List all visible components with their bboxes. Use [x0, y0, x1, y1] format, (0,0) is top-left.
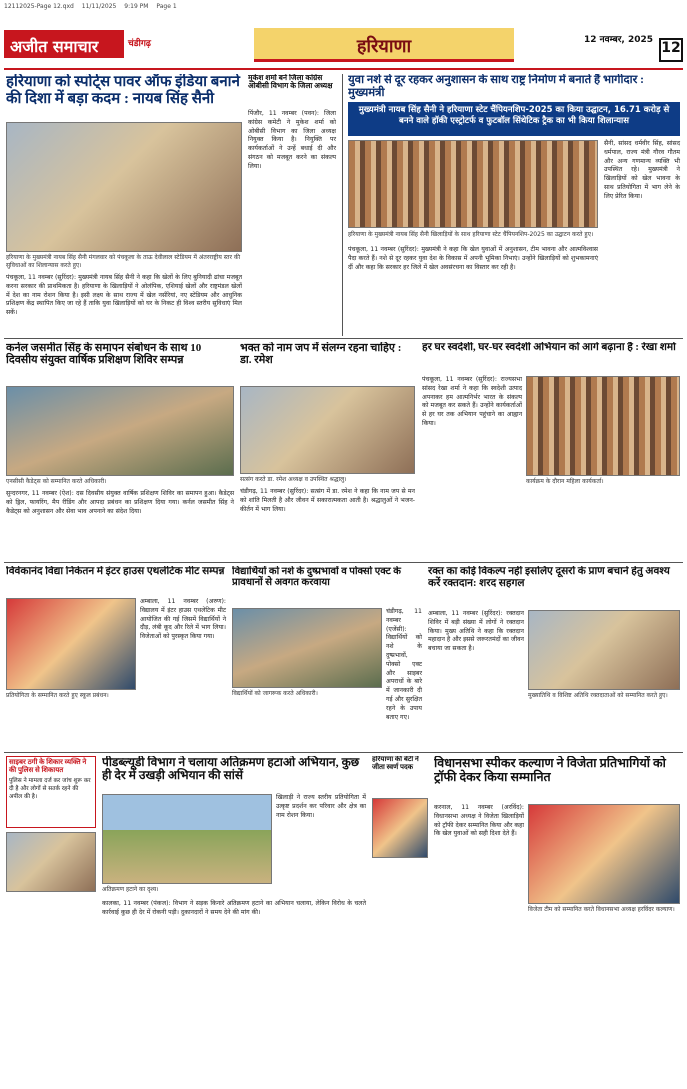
masthead-rule [4, 68, 683, 70]
pocso-caption: विद्यार्थियों को जागरूक करते अधिकारी। [232, 690, 318, 697]
row-divider [4, 338, 683, 339]
profile-photo [372, 798, 428, 858]
bhakti-headline: भक्त को नाम जप में संलग्न रहना चाहिए : डा. रमेश [240, 342, 402, 367]
sports-power-photo [6, 122, 242, 252]
bhakti-body: चंडीगढ़, 11 नवम्बर (सुरिंदर): सत्संग में डा. रमेश ने कहा कि नाम जप से मन को शांति मिलती है और जीवन में सकारात्मकता आती है। श्रद्धालुओं ने भजन-कीर्तन में भाग लिया। [240, 488, 415, 513]
swadeshi-body: पंचकूला, 11 नवम्बर (सुरिंदर): राज्यसभा सांसद रेखा शर्मा ने कहा कि स्वदेशी उत्पाद अपनाकर हम आत्मनिर्भर भारत के संकल्प को मजबूत कर सकते हैं। उन्होंने कार्यकर्ताओं से हर घर तक अभियान पहुंचाने का आह्वान किया। [422, 376, 522, 427]
print-page: Page 1 [156, 3, 177, 10]
youth-body: पंचकूला, 11 नवम्बर (सुरिंदर): मुख्यमंत्री ने कहा कि खेल युवाओं में अनुशासन, टीम भावना और आत्मविश्वास पैदा करते हैं। नशे से दूर रहकर युवा देश के विकास में अपनी भूमिका निभाएं। उन्होंने खिलाड़ियों को शुभकामनाएं दीं और कहा कि सरकार हर जिले में खेल अवसंरचना का विस्तार कर रही है। [348, 246, 598, 271]
athletics-headline: विवेकानंद विद्या निकेतन में इंटर हाउस एथलेटिक मीट सम्पन्न [6, 566, 225, 577]
ncc-photo [6, 386, 234, 476]
speaker-body: करनाल, 11 नवम्बर (अरविंद): विधानसभा अध्यक्ष ने विजेता खिलाड़ियों को ट्रॉफी देकर सम्मानित किया और कहा कि खेल युवाओं को सही दिशा देते हैं। [434, 804, 524, 838]
swadeshi-headline: हर घर स्वदेशी, घर-घर स्वदेशी अभियान को आगे बढ़ाना है : रेखा शर्मा [422, 342, 676, 353]
newspaper-logo: अजीत समाचार [4, 30, 124, 58]
notice-box [6, 756, 96, 828]
pocso-body: चंडीगढ़, 11 नवम्बर (एजेंसी): विद्यार्थियों को नशे के दुष्प्रभावों, पोक्सो एक्ट और साइबर अपराधों के बारे में जानकारी दी गई और सुरक्षित रहने के उपाय बताए गए। [386, 608, 422, 721]
notice-photo [6, 832, 96, 892]
congress-body: पिंजौर, 11 नवम्बर (पवन): जिला कांग्रेस कमेटी ने मुकेश शर्मा को ओबीसी विभाग का जिला अध्यक्ष नियुक्त किया है। नियुक्ति पर कार्यकर्ताओं ने उन्हें बधाई दी और संगठन को मजबूत करने का संकल्प लिया। [248, 110, 336, 170]
pwd-photo [102, 794, 272, 884]
masthead [4, 26, 683, 68]
issue-date: 12 नवम्बर, 2025 [583, 35, 653, 45]
blood-body: अम्बाला, 11 नवम्बर (सुरिंदर): रक्तदान शिविर में बड़ी संख्या में लोगों ने रक्तदान किया। मुख्य अतिथि ने कहा कि रक्तदान महादान है और इससे जरूरतमंदों का जीवन बचाया जा सकता है। [428, 610, 524, 653]
sports-power-body: पंचकूला, 11 नवम्बर (सुरिंदर): मुख्यमंत्री नायब सिंह सैनी ने कहा कि खेलों के लिए बुनियादी ढांचा मजबूत करना सरकार की प्राथमिकता है। हरियाणा के खिलाड़ियों ने ओलंपिक, एशियाई खेलों और राष्ट्रमंडल खेलों में देश का नाम रोशन किया है। इसी लक्ष्य के साथ राज्य में खेल नर्सरियां, नए स्टेडियम और आधुनिक प्रशिक्षण केंद्र स्थापित किए जा रहे हैं ताकि युवा खिलाड़ियों को घर के निकट ही विश्व स्तरीय सुविधाएं मिल सकें। [6, 274, 242, 317]
swadeshi-photo [526, 376, 680, 476]
row-divider [4, 752, 683, 753]
pwd-body: कालका, 11 नवम्बर (पंकज): विभाग ने सड़क किनारे अतिक्रमण हटाने का अभियान चलाया, लेकिन विरोध के चलते कार्रवाई कुछ ही देर में रोकनी पड़ी। दुकानदारों ने समय देने की मांग की। [102, 900, 366, 916]
pwd-headline: पीडब्ल्यूडी विभाग ने चलाया अतिक्रमण हटाओ अभियान, कुछ ही देर में उखड़ी अभियान की सांसें [102, 756, 360, 783]
speaker-headline: विधानसभा स्पीकर कल्याण ने विजेता प्रतिभागियों को ट्रॉफी देकर किया सम्मानित [434, 756, 666, 784]
youth-headline: युवा नशे से दूर रहकर अनुशासन के साथ राष्ट्र निर्माण में बनाते हैं भागीदार : मुख्यमंत्री [348, 74, 645, 99]
youth-banner: मुख्यमंत्री नायब सिंह सैनी ने हरियाणा स्टेट चैंपियनशिप-2025 का किया उद्घाटन, 16.71 करोड़ से बनने वाले हॉकी एस्ट्रोटर्फ व फुटबॉल सिंथेटिक ट्रैक का भी किया शिलान्यास [348, 102, 680, 136]
pocso-photo [232, 608, 382, 688]
ncc-caption: एनसीसी कैडेट्स को सम्मानित करते अधिकारी। [6, 478, 107, 485]
edition-city: चंडीगढ़ [128, 39, 151, 49]
section-title: हरियाणा [254, 28, 514, 62]
athletics-caption: प्रतियोगिता के सम्मानित करते हुए स्कूल प्रबंधन। [6, 692, 109, 699]
congress-headline: मुकेश शर्मा बने जिला कांग्रेस ओबीसी विभाग के जिला अध्यक्ष [248, 74, 333, 91]
column-divider [342, 74, 343, 336]
notice-headline: साइबर ठगी के शिकार व्यक्ति ने की पुलिस से शिकायत [9, 758, 87, 774]
notice-body: पुलिस ने मामला दर्ज कर जांच शुरू कर दी है और लोगों से सतर्क रहने की अपील की है। [9, 777, 91, 800]
pwd-caption: अतिक्रमण हटाने का दृश्य। [102, 886, 159, 893]
right-column-body: सैनी, सांसद धर्मवीर सिंह, सांसद धर्मपाल, राज्य मंत्री गौरव गौतम और अन्य गणमान्य व्यक्ति भी उपस्थित रहे। मुख्यमंत्री ने खिलाड़ियों को खेल भावना के साथ प्रतियोगिता में भाग लेने के लिए प्रेरित किया। [604, 140, 680, 200]
athletics-photo [6, 598, 136, 690]
print-meta-line [0, 0, 687, 14]
ncc-headline: कर्नल जसमीत सिंह के समापन संबोधन के साथ 10 दिवसीय संयुक्त वार्षिक प्रशिक्षण शिविर सम्पन्न [6, 342, 202, 367]
pwd-side-note: खिलाड़ी ने राज्य स्तरीय प्रतियोगिता में उत्कृष्ट प्रदर्शन कर परिवार और क्षेत्र का नाम रोशन किया। [276, 794, 366, 819]
print-time: 9:19 PM [124, 3, 149, 10]
bhakti-caption: सत्संग करते डा. रमेश अध्यक्ष व उपस्थित श्रद्धालु। [240, 476, 347, 483]
row-divider [4, 562, 683, 563]
blood-photo [528, 610, 680, 690]
sports-power-headline: हरियाणा को स्पोर्ट्स पावर ऑफ इंडिया बनाने की दिशा में बड़ा कदम : नायब सिंह सैनी [6, 74, 240, 107]
youth-photo [348, 140, 598, 228]
athletics-body: अम्बाला, 11 नवम्बर (अरुण): विद्यालय में इंटर हाउस एथलेटिक मीट आयोजित की गई जिसमें विद्यार्थियों ने दौड़, लंबी कूद और रिले में भाग लिया। विजेताओं को पुरस्कृत किया गया। [140, 598, 226, 641]
ncc-body: सुन्दरनगर, 11 नवम्बर (ऐश): दस दिवसीय संयुक्त वार्षिक प्रशिक्षण शिविर का समापन हुआ। कैडेट्स को ड्रिल, फायरिंग, मैप रीडिंग और आपदा प्रबंधन का प्रशिक्षण दिया गया। कर्नल जसमीत सिंह ने कैडेट्स को अनुशासन और सेवा भाव अपनाने का संदेश दिया। [6, 490, 234, 515]
print-date: 11/11/2025 [81, 3, 117, 10]
swadeshi-caption: कार्यक्रम के दौरान महिला कार्यकर्ता। [526, 478, 604, 485]
speaker-photo [528, 804, 680, 904]
speaker-caption: विजेता टीम को सम्मानित करते विधानसभा अध्यक्ष हरविंदर कल्याण। [528, 906, 675, 913]
blood-caption: मुख्यातिथि व विशिष्ट अतिथि रक्तदाताओं को सम्मानित करते हुए। [528, 692, 668, 699]
bhakti-photo [240, 386, 415, 474]
print-file: 12112025-Page 12.qxd [4, 3, 74, 10]
page-number: 12 [659, 38, 683, 62]
blood-headline: रक्त का कोई विकल्प नहीं इसलिए दूसरों के प्राण बचाने हेतु अवश्य करें रक्तदान: शरद सहगल [428, 566, 670, 589]
profile-headline: हरियाणा की बेटी ने जीता स्वर्ण पदक [372, 756, 419, 771]
youth-caption: हरियाणा के मुख्यमंत्री नायब सिंह सैनी खिलाड़ियों के साथ हरियाणा स्टेट चैंपियनशिप-2025 का उद्घाटन करते हुए। [348, 231, 594, 238]
pocso-headline: विद्यार्थियों को नशे के दुष्प्रभावों व पोक्सो एक्ट के प्रावधानों से अवगत करवाया [232, 566, 401, 589]
sports-power-caption: हरियाणा के मुख्यमंत्री नायब सिंह सैनी मंगलवार को पंचकूला के ताऊ देवीलाल स्टेडियम में अंतरराष्ट्रीय स्तर की सुविधाओं का शिलान्यास करते हुए। [6, 254, 241, 269]
